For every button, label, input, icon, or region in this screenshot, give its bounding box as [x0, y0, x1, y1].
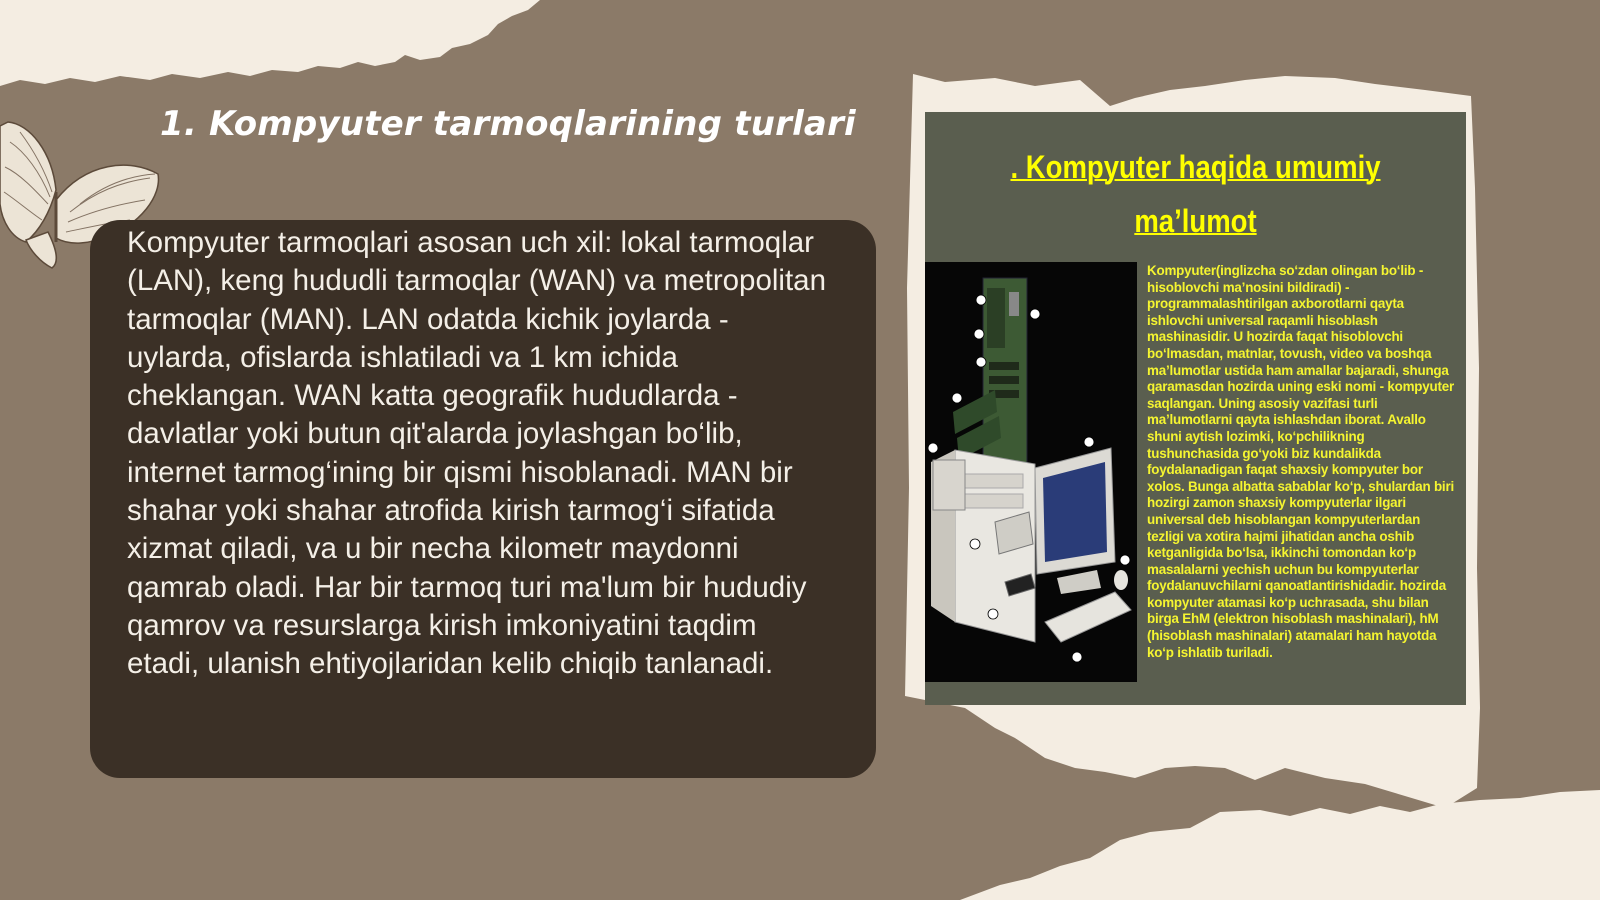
computer-illustration	[925, 262, 1137, 682]
torn-paper-top	[0, 0, 540, 110]
photo-text: Kompyuter(inglizcha so‘zdan olingan bo‘lib - hisoblovchi ma’nosini bildiradi) - programmalashtirilgan axborotlarni qayta ishlovchi universal raqamli hisoblash mashinasidir. U hozirda faqat hisoblovchi bo‘lmasdan, matnlar, tovush, video va boshqa ma’lumotlar ustida ham amallar bajaradi, shunga qaramasdan hozirda uning eski nomi - kompyuter saqlangan. Uning asosiy vazifasi turli ma’lumotlarni qayta ishlashdan iborat. Avallo shuni aytish lozimki, ko‘pchilikning tushunchasida go‘yoki biz kundalikda foydalanadigan faqat shaxsiy kompyuter bor xolos. Bunga albatta sabablar ko‘p, shulardan biri hozirgi zamon shaxsiy kompyuterlar ilgari universal deb hisoblangan kompyuterlardan tezligi va xotira hajmi jihatidan ancha oshib ketganligida bo‘lsa, ikkinchi tomondan ko‘p masalalarni yechish uchun bu kompyuterlar foydalanuvchilarni qanoatlantirishidadir. hozirda kompyuter atamasi ko‘p uchrasada, shu bilan birga EhM (elektron hisoblash mashinalari), hM (hisoblash mashinalari) atamalari ham hayotda ko‘p ishlatib turiladi.	[1147, 263, 1455, 660]
slide-title: 1. Kompyuter tarmoqlarining turlari	[160, 104, 856, 144]
photo-card	[925, 112, 1466, 705]
body-text: Kompyuter tarmoqlari asosan uch xil: lokal tarmoqlar (LAN), keng hududli tarmoqlar (WAN) va metropolitan tarmoqlar (MAN). LAN odatda kichik joylarda - uylarda, ofislarda ishlatiladi va 1 km ichida cheklangan. WAN katta geografik hududlarda - davlatlar yoki butun qit'alarda joylashgan bo‘lib, internet tarmog‘ining bir qismi hisoblanadi. MAN bir shahar yoki shahar atrofida kirish tarmog‘i sifatida xizmat qiladi, va u bir necha kilometr maydonni qamrab oladi. Har bir tarmoq turi ma'lum bir hududiy qamrov va resurslarga kirish imkoniyatini taqdim etadi, ulanish ehtiyojlaridan kelib chiqib tanlanadi.	[127, 226, 826, 681]
text-box	[90, 220, 876, 778]
computer-drawing	[925, 262, 1137, 682]
photo-title: . Kompyuter haqida umumiy ma’lumot	[1010, 149, 1381, 239]
